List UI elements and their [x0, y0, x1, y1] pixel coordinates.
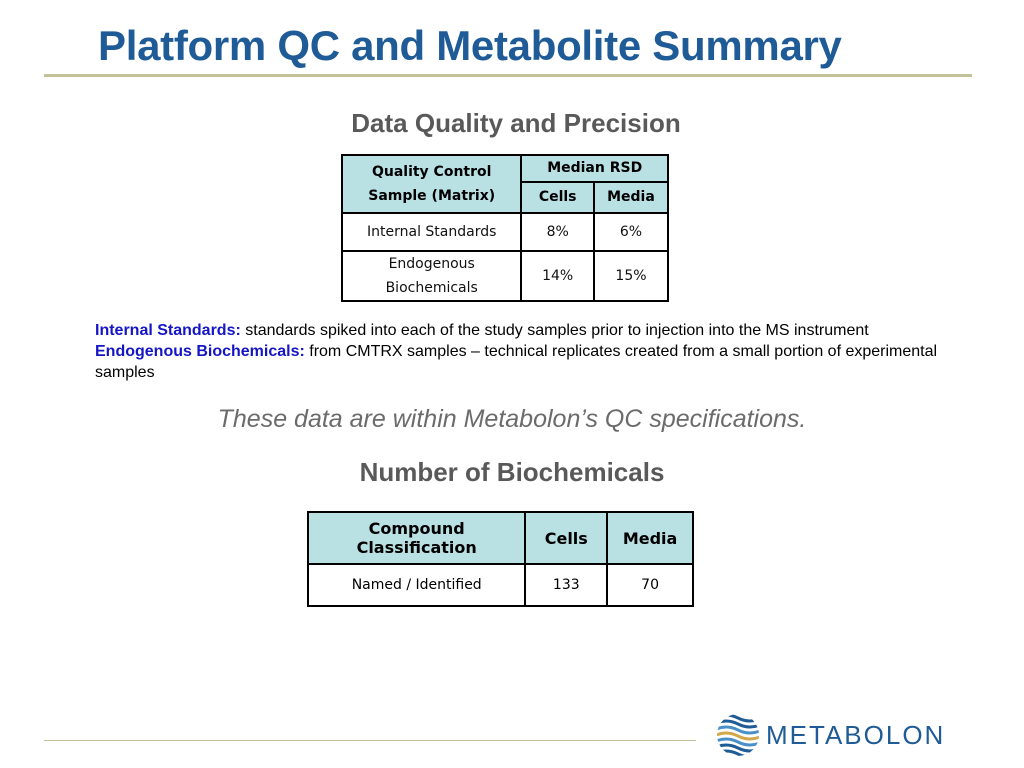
definition-text: from CMTRX samples – technical replicates created from a small portion of experimental samples — [95, 343, 938, 381]
definition-text: standards spiked into each of the study samples prior to injection into the MS instrument — [240, 322, 869, 339]
table-row — [308, 564, 693, 606]
definition-item — [95, 320, 955, 341]
qc-header-media: Media — [594, 182, 668, 213]
qc-row-label: Internal Standards — [342, 213, 521, 251]
table-row — [342, 213, 668, 251]
page-title: Platform QC and Metabolite Summary — [98, 22, 842, 69]
qc-header-median-rsd: Median RSD — [521, 155, 668, 182]
metabolon-logo — [714, 712, 974, 758]
qc-row-media: 15% — [594, 251, 668, 301]
biochem-header-cells: Cells — [525, 512, 607, 564]
qc-header-cells: Cells — [521, 182, 594, 213]
qc-row-media: 6% — [594, 213, 668, 251]
metabolon-wave-icon — [714, 712, 762, 758]
biochem-section-heading: Number of Biochemicals — [359, 457, 665, 487]
qc-row-label: Endogenous Biochemicals — [342, 251, 521, 301]
biochem-row-media: 70 — [607, 564, 693, 606]
definition-term: Endogenous Biochemicals: — [95, 343, 305, 360]
biochem-table — [307, 511, 694, 607]
biochem-row-cells: 133 — [525, 564, 607, 606]
footer-divider — [44, 740, 696, 741]
table-row — [342, 251, 668, 301]
logo-wordmark: METABOLON — [766, 720, 946, 750]
biochem-header-media: Media — [607, 512, 693, 564]
qc-row-cells: 14% — [521, 251, 594, 301]
definitions — [95, 320, 955, 383]
title-divider — [44, 74, 972, 77]
qc-row-cells: 8% — [521, 213, 594, 251]
definition-term: Internal Standards: — [95, 322, 241, 339]
biochem-header-classification: Compound Classification — [308, 512, 525, 564]
definition-item — [95, 341, 955, 383]
qc-table — [341, 154, 669, 302]
qc-section-heading: Data Quality and Precision — [351, 108, 681, 138]
qc-statement: These data are within Metabolon’s QC specifications. — [217, 405, 807, 433]
biochem-row-label: Named / Identified — [308, 564, 525, 606]
qc-header-sample: Quality Control Sample (Matrix) — [342, 155, 521, 213]
